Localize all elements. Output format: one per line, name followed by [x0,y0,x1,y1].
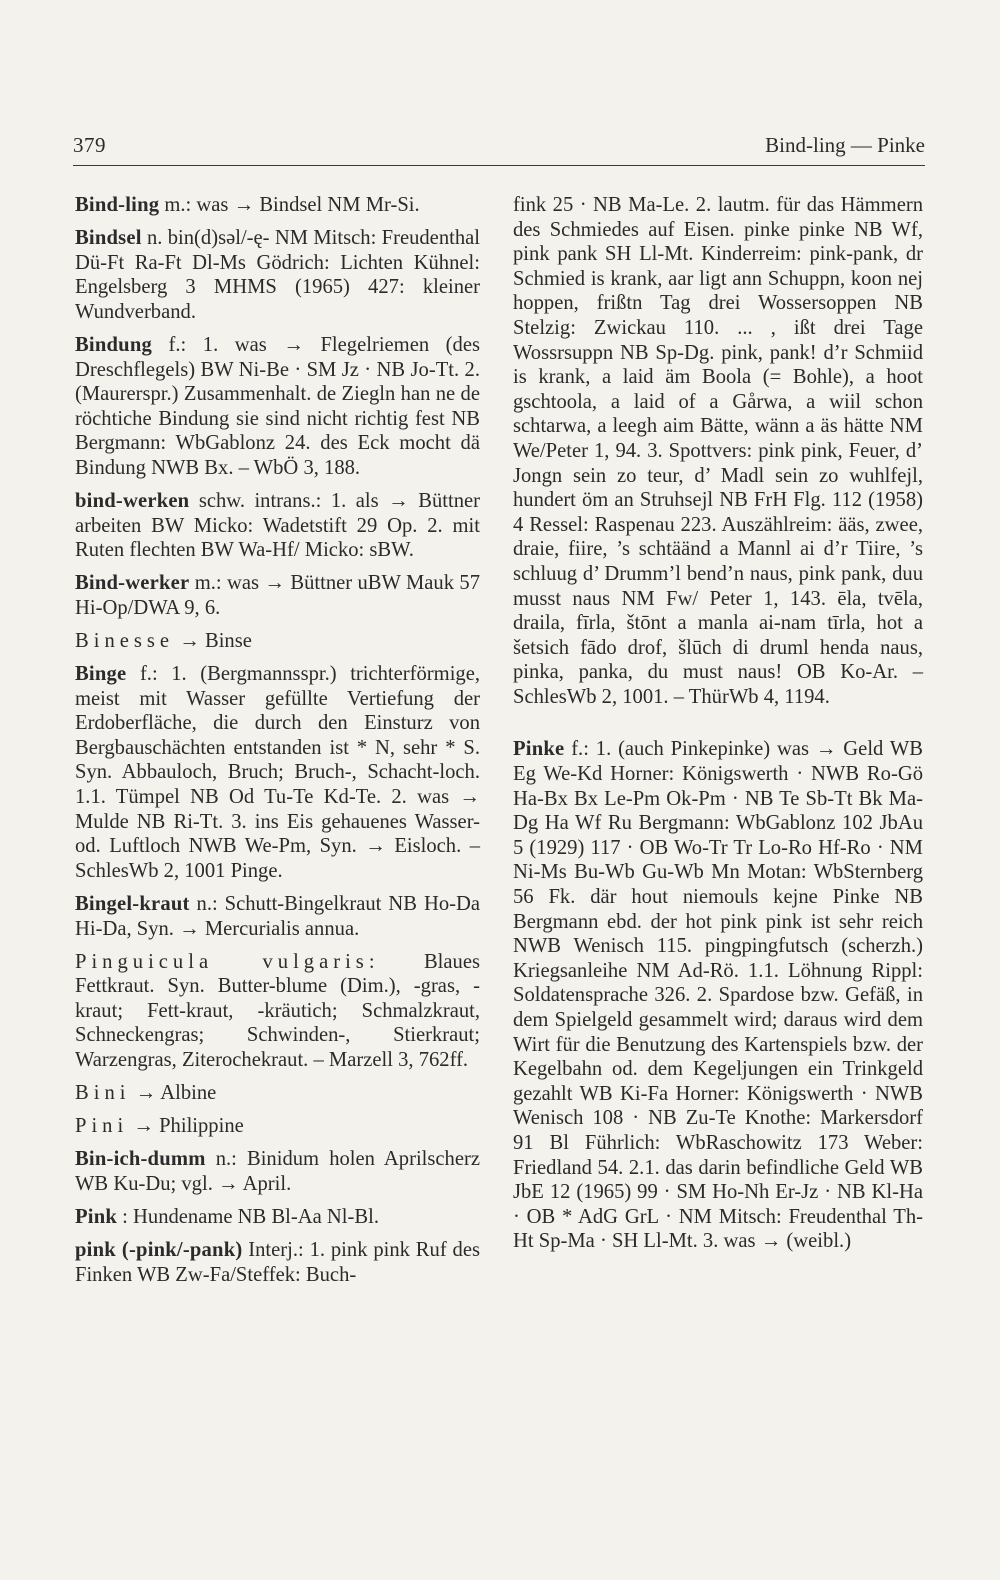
headword: Bin-ich-dumm [75,1148,206,1171]
entry-pink-interj [75,1238,480,1287]
headword: Binesse [75,630,175,652]
headword: Bind-werker [75,572,190,595]
headword: Pinguicula vulgaris: [75,950,380,973]
entry-text: n.: Binidum holen Aprilscherz WB Ku-Du; vgl. → April. [75,1148,480,1195]
entry-text: : Hundename NB Bl-Aa Nl-Bl. [117,1205,379,1228]
entry-bind-ling [75,193,480,218]
entry-text: f.: 1. (Bergmannsspr.) trichterförmige, meist mit Wasser gefüllte Vertiefung der Erdoberfläche, die durch den Einsturz von Bergbauschächten entstanden ist * N, sehr * S. Syn. Abbauloch, Bruch; Bruch-, Schacht-loch. 1.1. Tümpel NB Od Tu-Te Kd-Te. 2. was → Mulde NB Ri-Tt. 3. ins Eis gehauenes Wasser- od. Luftloch NWB We-Pm, Syn. → Eisloch. – SchlesWb 2, 1001 Pinge. [75,663,480,882]
headword: Pini [75,1115,129,1138]
entry-bin-ich-dumm [75,1147,480,1196]
entry-binesse [75,629,480,654]
entry-text: schw. intrans.: 1. als → Büttner arbeiten BW Micko: Wadetstift 29 Op. 2. mit Ruten flechten BW Wa-Hf/ Micko: sBW. [75,490,480,562]
entry-text: Blaues Fettkraut. Syn. Butter-blume (Dim.), -gras, -kraut; Fett-kraut, -kräutich; Schmalzkraut, Schneckengras; Schwinden-, Stierkraut; Warzengras, Ziterochekraut. – Marzell 3, 762ff. [75,950,480,1071]
running-head: Bind-ling — Pinke [765,133,925,157]
entry-pini [75,1114,480,1139]
headword: Binge [75,663,127,686]
entry-text: → Binse [174,630,252,652]
headword: bind-werken [75,490,190,513]
headword: Bindung [75,333,152,356]
right-column [513,193,923,1262]
entry-binge [75,662,480,883]
entry-bind-werker [75,571,480,620]
headword: Bindsel [75,227,142,250]
entry-text: m.: was → Bindsel NM Mr-Si. [159,194,420,216]
entry-pink-noun [75,1205,480,1230]
entry-text: fink 25 · NB Ma-Le. 2. lautm. für das Hämmern des Schmiedes auf Eisen. pinke pinke NB Wf, pink pank SH Ll-Mt. Kinderreim: pink-pank, dr Schmied is krank, aar ligt ann Schuppn, koon nej hoppen, frißtn Tag drei Wossersoppen NB Stelzig: Zwickau 110. ... , ißt drei Tage Wossrsuppn NB Sp-Dg. pink, pank! d’r Schmiid is krank, a laid äm Boola (= Bohle), a hoot gschtoola, a laid of a Gårwa, a wiil schon schtarwa, a leegh aim Bätte, wänn a äs hätte NM We/Peter 1, 94. 3. Spottvers: pink pink, Feuer, d’ Jongn sein zo teur, d’ Madl sein zo wuhlfejl, hundert öm an Struhsejl NB FrH Flg. 112 (1958) 4 Ressel: Raspenau 223. Auszählreim: ääs, zwee, draie, fiire, ’s schtäänd a Mannl ai d’r Tiire, ’s schluug d’ Drumm’l bend’n naus, pink pank, duu musst naus NM Fw/ Peter 1, 143. ēla, tvēla, draila, fīrla, štōnt a manla ai-nam tīrla, hot a šetsich fādo drof, šlūch di druml henda naus, pinka, panka, du must naus! OB Ko-Ar. – SchlesWb 2, 1001. – ThürWb 4, 1194. [513,194,923,708]
entry-text: m.: was → Büttner uBW Mauk 57 Hi-Op/DWA 9, 6. [75,572,480,619]
entry-text: f.: 1. was → Flegelriemen (des Dreschflegels) BW Ni-Be · SM Jz · NB Jo-Tt. 2. (Maurerspr.) Zusammenhalt. de Ziegln han ne de röchtiche Bindung sie sind nicht richtig fest NB Bergmann: WbGablonz 24. des Eck mocht dä Bindung NWB Bx. – WbÖ 3, 188. [75,333,480,479]
entry-pinguicula [75,950,480,1073]
entry-text: → Albine [130,1082,217,1105]
headword: Pinke [513,738,565,761]
headword: Pink [75,1205,118,1228]
entry-text: → Philippine [128,1115,244,1138]
entry-text: f.: 1. (auch Pinkepinke) was → Geld WB Eg We-Kd Horner: Königswerth · NWB Ro-Gö Ha-Bx Bx Le-Pm Ok-Pm · NB Te Sb-Tt Bk Ma-Dg Ha Wf Ru Bergmann: WbGablonz 102 JbAu 5 (1929) 117 · OB Wo-Tr Tr Lo-Ro Hf-Ro · NM Ni-Ms Bu-Wb Gu-Wb Mn Motan: WbSternberg 56 Fk. där hout niemouls kejne Pinke NB Bergmann ebd. der hot pink pink ist sehr reich NWB Wenisch 115. pingpingfutsch (scherzh.) Kriegsanleihe NM Ad-Rö. 1.1. Löhnung Rippl: Soldatensprache 326. 2. Spardose bzw. Gefäß, in dem Spielgeld gesammelt wird; daraus wird dem Wirt für die Benutzung des Kartenspiels bzw. der Kegelbahn od. dem Kegeljungen ein Trinkgeld gezahlt WB Ki-Fa Horner: Königswerth · NWB Wenisch 108 · NB Zu-Te Knothe: Markersdorf 91 Bl Führlich: WbRaschowitz 173 Weber: Friedland 54. 2.1. das darin befindliche Geld WB JbE 12 (1965) 99 · SM Ho-Nh Er-Jz · NB Kl-Ha · OB * AdG GrL · NM Mitsch: Freudenthal Th-Ht Sp-Ma · SH Ll-Mt. 3. was → (weibl.) [513,738,923,1253]
entry-pink-continued [513,193,923,709]
entry-text: n.: Schutt-Bingelkraut NB Ho-Da Hi-Da, Syn. → Mercurialis annua. [75,892,480,940]
page-header [73,133,925,166]
headword: Bini [75,1082,131,1105]
page-number: 379 [73,133,106,157]
entry-text: n. bin(d)səl/-ę- NM Mitsch: Freudenthal Dü-Ft Ra-Ft Dl-Ms Gödrich: Lichten Kühnel: Engelsberg 3 MHMS (1965) 427: kleiner Wundverband. [75,227,480,323]
entry-bind-werken [75,489,480,563]
headword: Bind-ling [75,194,160,216]
entry-bindsel [75,226,480,324]
headword: Bingel-kraut [75,892,190,915]
entry-text: Interj.: 1. pink pink Ruf des Finken WB Zw-Fa/Steffek: Buch- [75,1239,480,1286]
headword: pink (-pink/-pank) [75,1239,243,1262]
entry-bingel-kraut [75,892,480,941]
entry-bindung [75,333,480,481]
left-column [75,193,480,1296]
entry-pinke [513,737,923,1253]
entry-bini [75,1081,480,1106]
